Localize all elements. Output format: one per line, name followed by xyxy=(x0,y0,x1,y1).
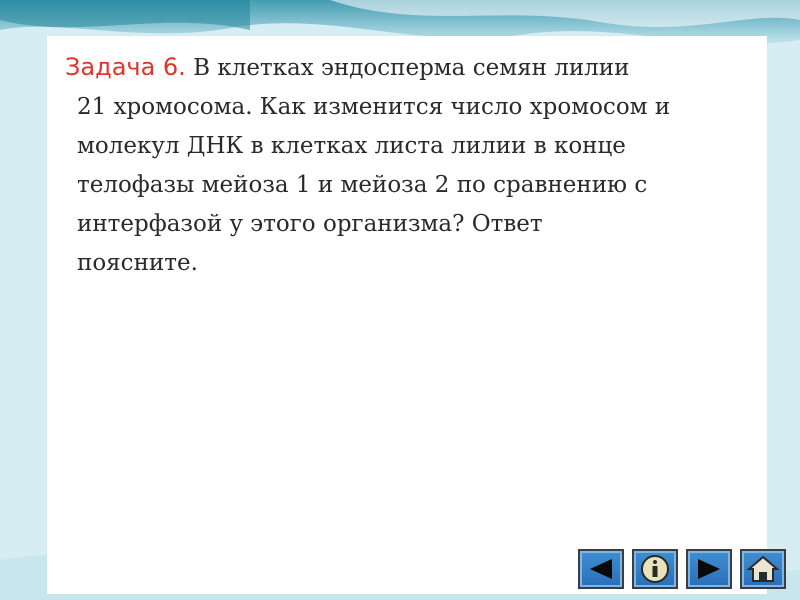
arrow-right-icon xyxy=(694,556,724,582)
task-title: Задача 6. xyxy=(65,53,186,81)
slide-content-panel xyxy=(47,36,767,594)
task-line-1: В клетках эндосперма семян лилии xyxy=(193,55,630,81)
task-line-2: 21 хромосома. Как изменится число хромосом и xyxy=(77,94,671,120)
home-button[interactable] xyxy=(740,549,786,589)
task-line-3: молекул ДНК в клетках листа лилии в конце xyxy=(77,133,626,159)
arrow-left-icon xyxy=(586,556,616,582)
task-line-4: телофазы мейоза 1 и мейоза 2 по сравнению с xyxy=(77,172,648,198)
task-line-5: интерфазой у этого организма? Ответ xyxy=(77,211,543,237)
task-line-6: поясните. xyxy=(77,250,198,276)
navigation-bar xyxy=(578,549,792,593)
next-slide-button[interactable] xyxy=(686,549,732,589)
info-button[interactable] xyxy=(632,549,678,589)
task-text xyxy=(65,48,755,283)
home-icon xyxy=(746,554,780,584)
previous-slide-button[interactable] xyxy=(578,549,624,589)
info-icon xyxy=(639,553,671,585)
